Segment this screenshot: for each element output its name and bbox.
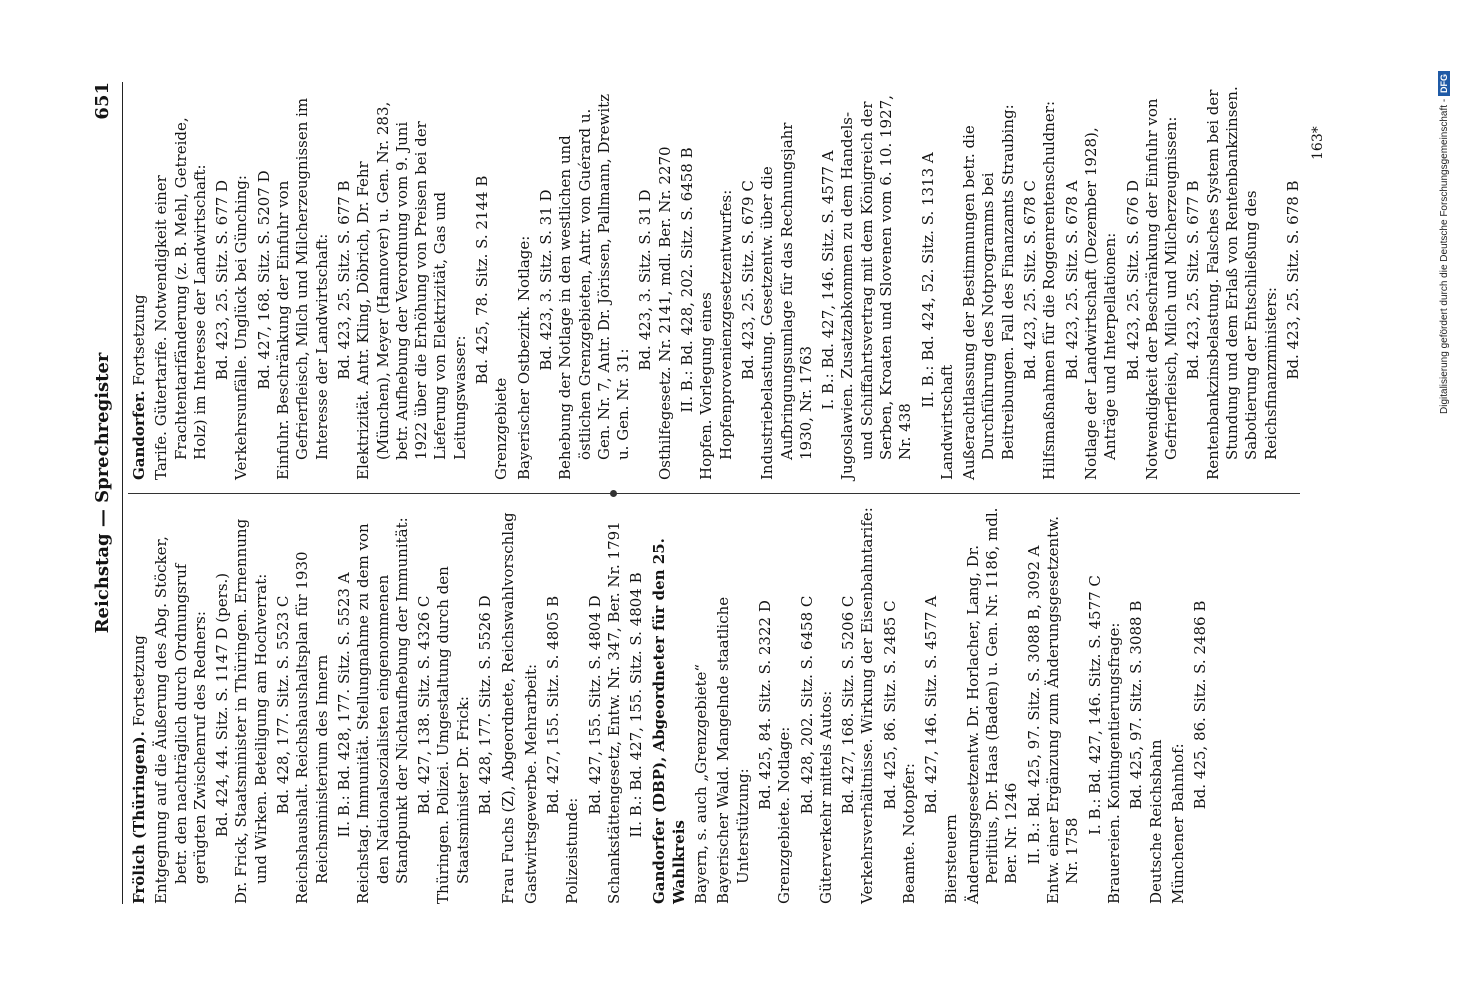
index-entry: Entgegnung auf die Äußerung des Abg. Stöcker, betr. den nachträglich durch Ordnungsruf gerügten Zwischenruf des Redners: <box>152 536 209 904</box>
entry-reference: Bd. 428, 177. Sitz. S. 5523 C <box>274 595 293 815</box>
dfg-logo: DFG <box>1438 71 1450 96</box>
entry-reference: Bd. 425, 86. Sitz. S. 2486 B <box>1191 600 1210 810</box>
left-column <box>126 506 1210 904</box>
entry-reference: II. B.: Bd. 427, 155. Sitz. S. 4804 B <box>627 572 646 838</box>
entry-reference: Bd. 425, 78. Sitz. S. 2144 B <box>473 175 492 385</box>
speaker-name: Gandorfer (DBP), Abgeordneter für den 25. Wahlkreis <box>650 538 688 904</box>
index-entry: Änderungsgesetzentw. Dr. Horlacher, Lang, Dr. Perlitius, Dr. Haas (Baden) u. Gen. Nr. 1186, mdl. Ber. Nr. 1246 <box>963 507 1021 904</box>
entry-reference: Bd. 427, 168. Sitz. S. 5207 D <box>254 170 273 390</box>
page-number: 651 <box>92 82 113 120</box>
running-head <box>92 82 120 904</box>
entry-reference: Bd. 423, 25. Sitz. S. 679 C <box>738 180 757 380</box>
index-entry: Reichshaushalt. Reichshaushaltsplan für 1930 Reichsministerium des Innern <box>293 551 331 904</box>
index-entry: Einfuhr. Beschränkung der Einfuhr von Gefrierfleisch, Milch und Milcherzeugnissen im Interesse der Landwirtschaft: <box>274 97 331 480</box>
continuation-label: Fortsetzung <box>130 635 148 727</box>
index-entry: Biersteuern <box>941 814 960 904</box>
index-entry: Bayern, s. auch „Grenzgebiete“ <box>692 663 711 904</box>
index-entry: Thüringen. Polizei. Umgestaltung durch den Staatsminister Dr. Frick: <box>434 566 472 904</box>
index-entry: Güterverkehr mittels Autos: <box>816 690 835 904</box>
index-entry: Schankstättengesetz, Entw. Nr. 347, Ber. Nr. 1791 <box>604 521 623 904</box>
index-entry: Notwendigkeit der Beschränkung der Einfuhr von Gefrierfleisch, Milch und Milcherzeugnissen: <box>1142 98 1181 480</box>
right-column <box>126 80 1303 480</box>
entry-reference: Bd. 423, 25. Sitz. S. 676 D <box>1123 179 1142 381</box>
entry-reference: Bd. 428, 202. Sitz. S. 6458 C <box>797 595 816 815</box>
dfg-credit-label: Digitalisierung gefördert durch die Deutsche Forschungsgemeinschaft - <box>1439 98 1450 414</box>
index-entry: Polizeistunde: <box>563 797 582 904</box>
speaker-heading <box>130 80 149 480</box>
signature-mark: 163* <box>1310 126 1326 160</box>
index-entry: Entw. einer Ergänzung zum Änderungsgesetzentw. Nr. 1758 <box>1044 515 1082 904</box>
index-entry: Jugoslawien. Zusatzabkommen zu dem Handels- und Schiffahrtsvertrag mit dem Königreich der Serben, Kroaten und Slovenen vom 6. 10. 1927, Nr. 438 <box>838 95 915 480</box>
entry-reference: Bd. 428, 177. Sitz. S. 5526 D <box>476 595 495 815</box>
speaker-heading <box>130 506 149 904</box>
index-entry: Dr. Frick, Staatsminister in Thüringen. Ernennung und Wirken. Beteiligung am Hochverrat: <box>232 518 270 904</box>
entry-reference: Bd. 423, 25. Sitz. S. 678 C <box>1021 180 1040 380</box>
entry-reference: Bd. 423, 25. Sitz. S. 678 A <box>1062 180 1081 380</box>
entry-reference: Bd. 423, 25. Sitz. S. 677 B <box>334 180 353 380</box>
entry-reference: Bd. 427, 155. Sitz. S. 4804 D <box>585 595 604 815</box>
index-entry: Hopfen. Vorlegung eines Hopfenprovenienzgesetzentwurfes: <box>697 189 735 480</box>
entry-reference: Bd. 423, 25. Sitz. S. 678 B <box>1283 180 1302 380</box>
column-divider <box>128 493 1300 494</box>
entry-reference: I. B.: Bd. 427, 146. Sitz. S. 4577 C <box>1085 575 1104 835</box>
index-entry: Behebung der Notlage in den westlichen und östlichen Grenzgebieten, Antr. von Guérard u. Gen. Nr. 7, Antr. Dr. Jörissen, Pallmann, Drewitz u. Gen. Nr. 31: <box>556 93 633 480</box>
index-entry: Hilfsmaßnahmen für die Roggenrentenschuldner: <box>1040 100 1059 480</box>
index-entry: Reichstag. Immunität. Stellungnahme zu dem von den Nationalsozialisten eingenommenen Standpunkt der Nichtaufhebung der Immunität: <box>354 517 411 904</box>
header-rule <box>122 82 123 904</box>
entry-reference: II. B.: Bd. 428, 202. Sitz. S. 6458 B <box>678 147 697 413</box>
index-entry: Außerachtlassung der Bestimmungen betr. die Durchführung des Notprogramms bei Beitreibungen. Fall des Finanzamts Straubing: <box>960 104 1017 480</box>
index-entry: Rentenbankzinsbelastung. Falsches System bei der Stundung und dem Erlaß von Rentenbankzinsen. Sabotierung der Entschließung des Reichsfinanzministers: <box>1203 86 1280 480</box>
entry-reference: Bd. 423, 25. Sitz. S. 677 B <box>1184 180 1203 380</box>
index-entry: Grenzgebiete <box>492 377 511 480</box>
index-entry: Bayerischer Wald. Mangelnde staatliche Unterstützung: <box>714 596 752 904</box>
page-title: Reichstag — Sprechregister <box>92 352 113 634</box>
entry-reference: Bd. 425, 97. Sitz. S. 3088 B <box>1127 600 1146 810</box>
entry-reference: Bd. 427, 168. Sitz. S. 5206 C <box>839 595 858 815</box>
entry-reference: II. B.: Bd. 425, 97. Sitz. S. 3088 B, 3092 A <box>1024 545 1043 865</box>
speaker-name: Frölich (Thüringen). <box>130 731 148 904</box>
index-entry: Beamte. Notopfer: <box>899 763 918 904</box>
index-entry: Notlage der Landwirtschaft (Dezember 1928), Anträge und Interpellationen: <box>1081 127 1120 480</box>
index-entry: Bayerischer Ostbezirk. Notlage: <box>514 235 533 480</box>
index-entry: Gastwirtsgewerbe. Mehrarbeit: <box>521 663 540 904</box>
entry-reference: Bd. 423, 3. Sitz. S. 31 D <box>636 189 655 371</box>
entry-reference: Bd. 427, 138. Sitz. S. 4326 C <box>415 595 434 815</box>
entry-reference: Bd. 425, 84. Sitz. S. 2322 D <box>755 600 774 810</box>
entry-reference: Bd. 427, 146. Sitz. S. 4577 A <box>922 595 941 815</box>
index-entry: Elektrizität. Antr. Kling, Döbrich, Dr. Fehr (München), Meyer (Hannover) u. Gen. Nr. 283, betr. Aufhebung der Verordnung vom 9. Juni 1922 über die Erhöhung von Preisen bei der Lieferung von Elektrizität, Gas und Leitungswasser: <box>354 101 469 480</box>
speaker-name: Gandorfer. <box>130 390 148 480</box>
index-entry: Deutsche Reichsbahn <box>1146 739 1165 904</box>
entry-reference: Bd. 427, 155. Sitz. S. 4805 B <box>543 595 562 815</box>
continuation-label: Fortsetzung <box>130 294 148 386</box>
dfg-credit <box>1418 14 1450 414</box>
entry-reference: I. B.: Bd. 427, 146. Sitz. S. 4577 A <box>819 150 838 410</box>
entry-reference: Bd. 425, 86. Sitz. S. 2485 C <box>880 600 899 810</box>
speaker-heading: Frau Fuchs (Z), Abgeordnete, Reichswahlvorschlag <box>499 512 518 904</box>
entry-reference: Bd. 424, 44. Sitz. S. 1147 D (pers.) <box>213 572 232 838</box>
divider-dot <box>610 490 617 497</box>
index-entry: Industriebelastung. Gesetzentw. über die Aufbringungsumlage für das Rechnungsjahr 1930, Nr. 1763 <box>758 122 815 480</box>
entry-reference: Bd. 423, 25. Sitz. S. 677 D <box>213 179 232 381</box>
index-entry: Verkehrsverhältnisse. Wirkung der Eisenbahntarife: <box>858 507 877 904</box>
index-entry: Münchener Bahnhof: <box>1168 743 1187 904</box>
index-entry: Grenzgebiete. Notlage: <box>775 726 794 904</box>
entry-reference: II. B.: Bd. 424, 52. Sitz. S. 1313 A <box>918 152 937 408</box>
index-entry: Brauereien. Kontingentierungsfrage: <box>1104 622 1123 904</box>
entry-reference: Bd. 423, 3. Sitz. S. 31 D <box>536 189 555 371</box>
index-entry: Osthilfegesetz. Nr. 2141, mdl. Ber. Nr. 2270 <box>655 146 674 480</box>
index-entry: Tarife. Gütertarife. Notwendigkeit einer Frachtentarifänderung (z. B. Mehl, Getreide, Holz) im Interesse der Landwirtschaft: <box>152 117 209 480</box>
dfg-credit-text <box>1438 14 1458 414</box>
index-entry: Verkehrsunfälle. Unglück bei Günching: <box>232 175 251 480</box>
index-entry: Landwirtschaft <box>937 364 956 480</box>
speaker-heading <box>650 506 689 904</box>
entry-reference: II. B.: Bd. 428, 177. Sitz. S. 5523 A <box>334 572 353 838</box>
